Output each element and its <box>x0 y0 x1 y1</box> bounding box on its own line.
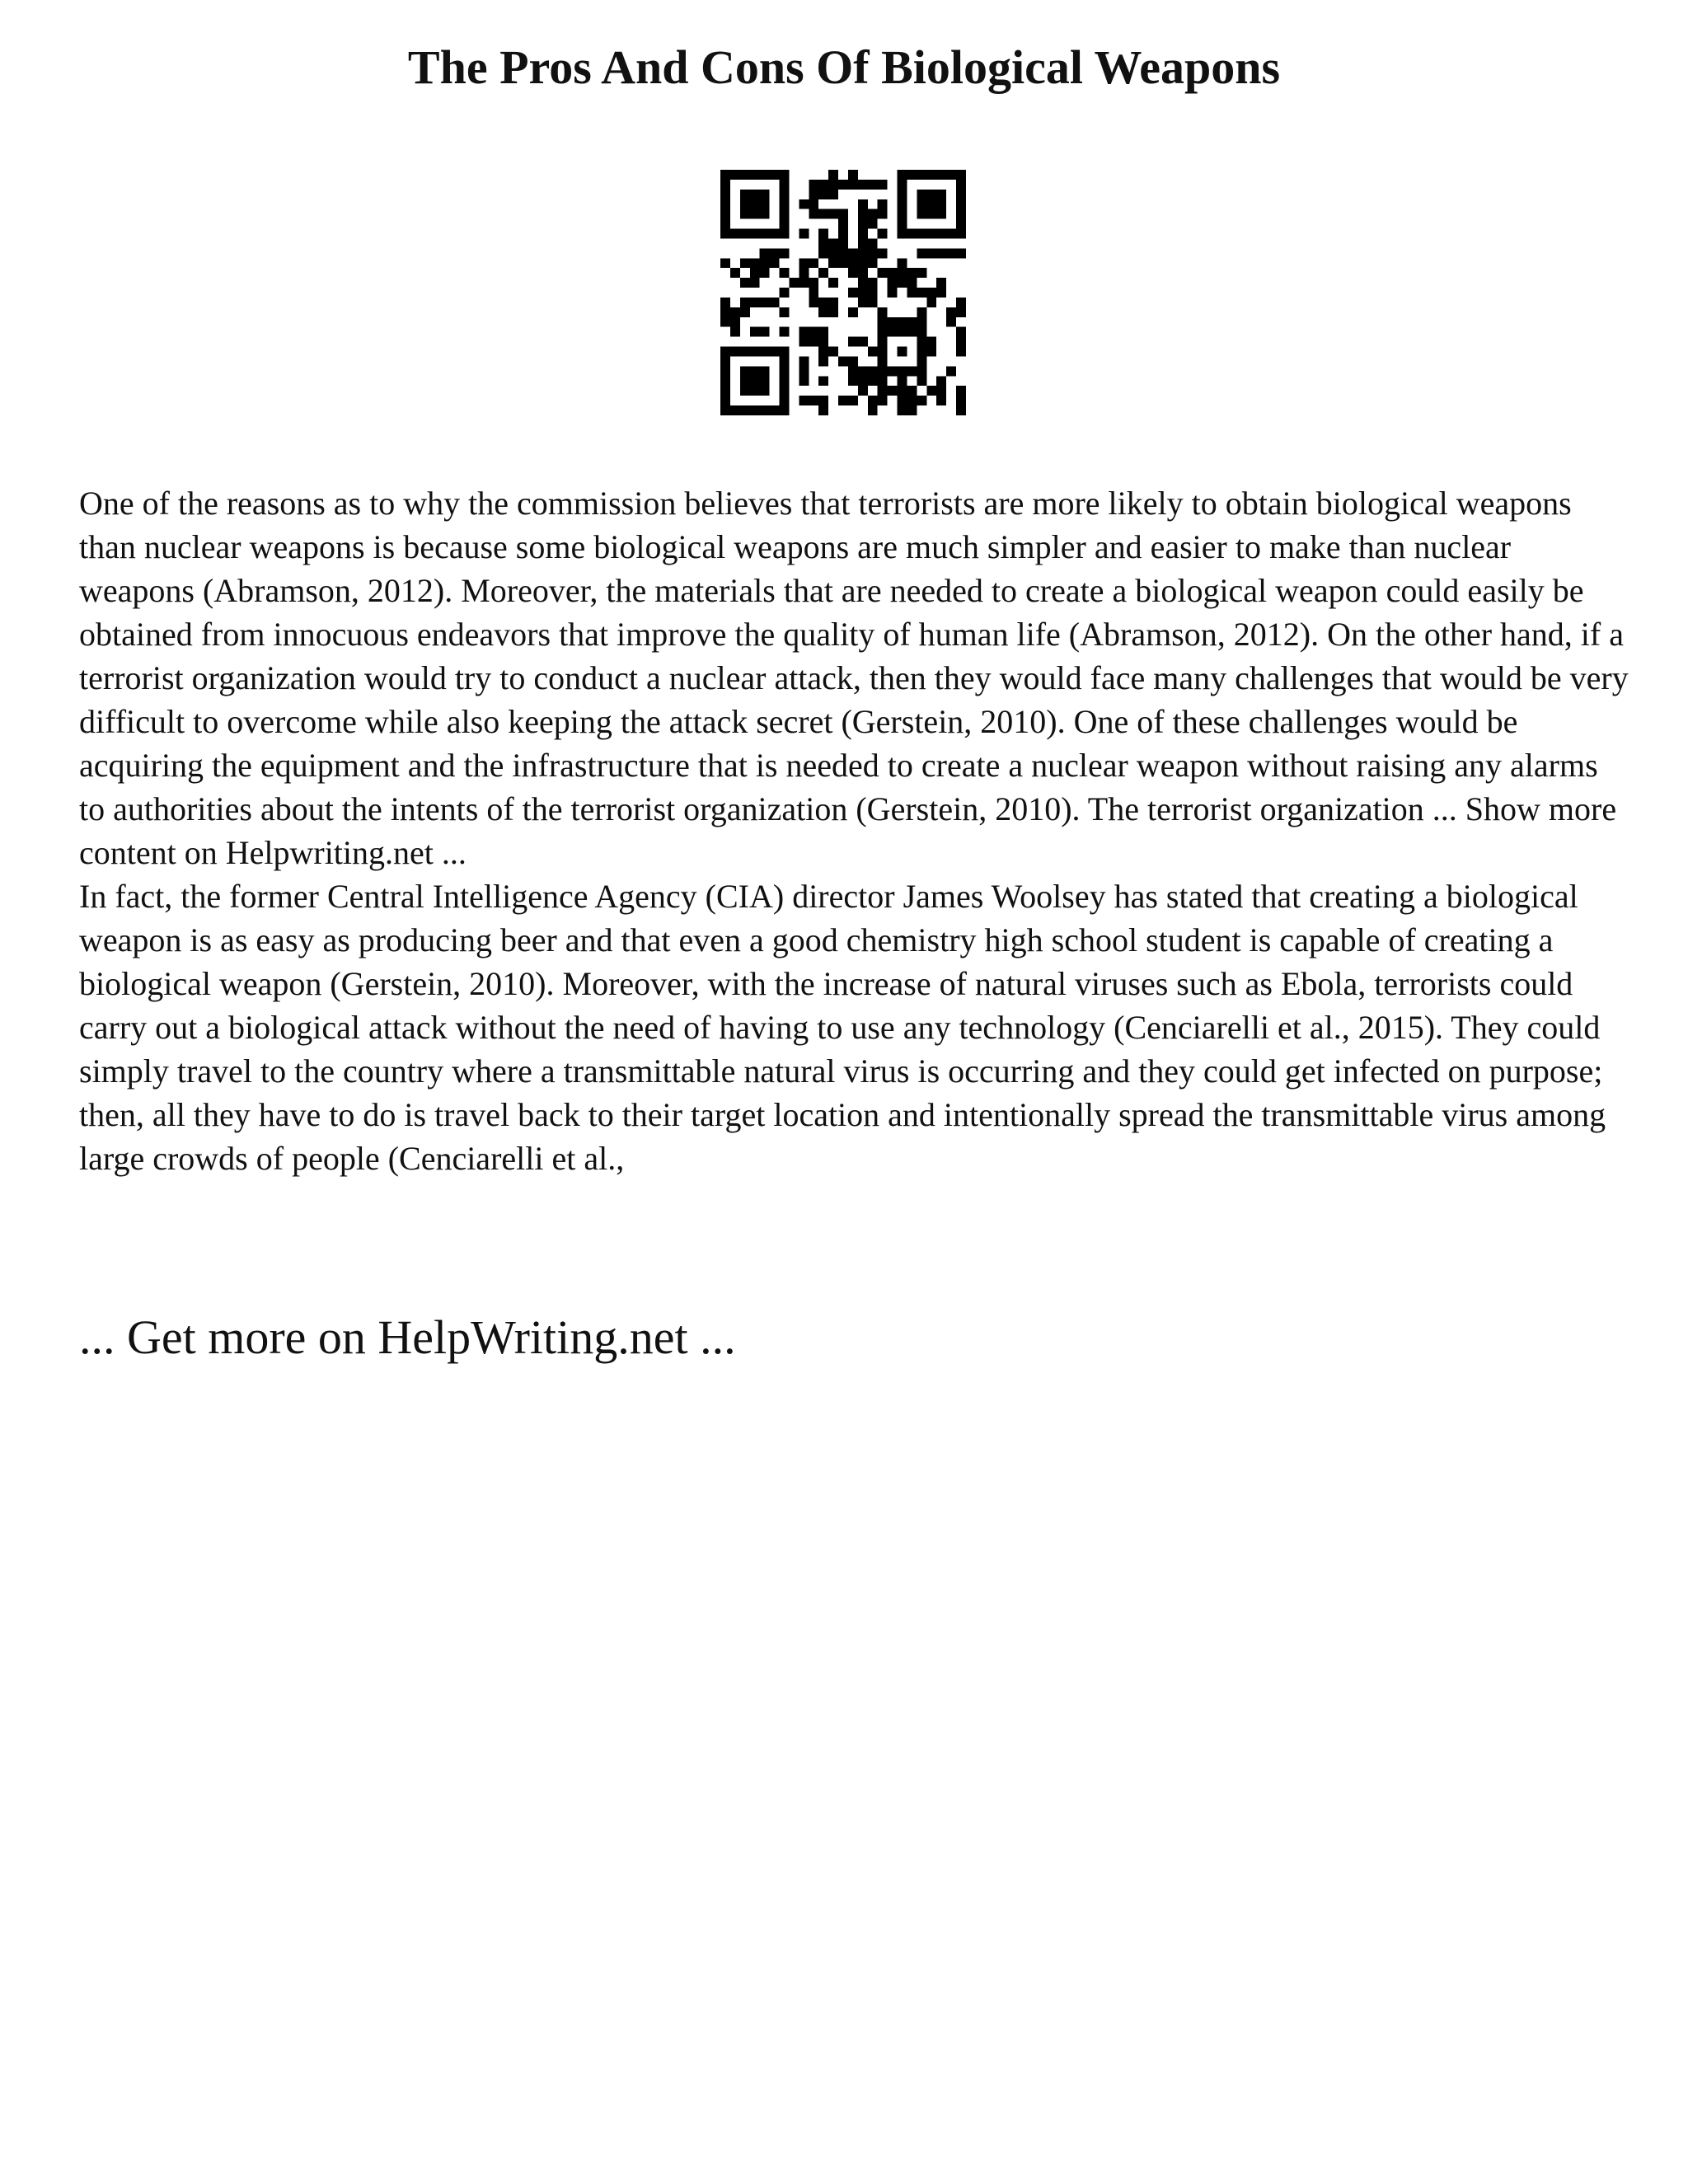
document-body <box>79 481 1629 1180</box>
get-more-link[interactable]: ... Get more on HelpWriting.net ... <box>79 1310 736 1364</box>
qr-code <box>720 170 966 415</box>
page-title: The Pros And Cons Of Biological Weapons <box>407 40 1281 94</box>
paragraph-2: In fact, the former Central Intelligence Agency (CIA) director James Woolsey has stated that creating a biological weapon is as easy as producing beer and that even a good chemistry high school student is capable of creating a biological weapon (Gerstein, 2010). Moreover, with the increase of natural viruses such as Ebola, terrorists could carry out a biological attack without the need of having to use any technology (Cenciarelli et al., 2015). They could simply travel to the country where a transmittable natural virus is occurring and they could get infected on purpose; then, all they have to do is travel back to their target location and intentionally spread the transmittable virus among large crowds of people (Cenciarelli et al., <box>79 878 1606 1177</box>
paragraph-1: One of the reasons as to why the commission believes that terrorists are more likely to obtain biological weapons than nuclear weapons is because some biological weapons are much simpler and easier to make than nuclear weapons (Abramson, 2012). Moreover, the materials that are needed to create a biological weapon could easily be obtained from innocuous endeavors that improve the quality of human life (Abramson, 2012). On the other hand, if a terrorist organization would try to conduct a nuclear attack, then they would face many challenges that would be very difficult to overcome while also keeping the attack secret (Gerstein, 2010). One of these challenges would be acquiring the equipment and the infrastructure that is needed to create a nuclear weapon without raising any alarms to authorities about the intents of the terrorist organization (Gerstein, 2010). The terrorist organization ... Show more content on Helpwriting.net ... <box>79 485 1629 871</box>
qr-code-icon <box>720 170 966 415</box>
